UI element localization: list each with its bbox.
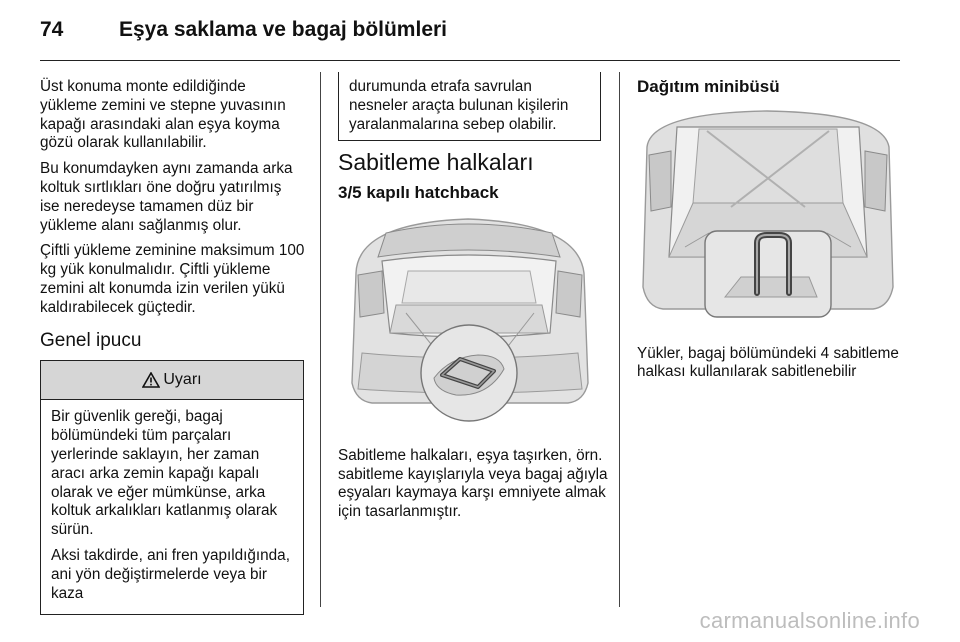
warning-box xyxy=(40,360,304,615)
warning-title: Uyarı xyxy=(163,370,202,388)
column-1 xyxy=(40,78,305,615)
subheading-hatchback: 3/5 kapılı hatchback xyxy=(338,183,499,203)
warning-triangle-icon xyxy=(142,372,160,388)
paragraph-max-load: Çiftli yükleme zeminine maksimum 100 kg yük konulmalıdır. Çiftli yükleme zemini alt konumda izin verilen yükü kaldırabilecek güçtedir. xyxy=(40,242,305,316)
paragraph-flat-load: Bu konumdayken aynı zamanda arka koltuk sırtlıkları öne doğru yatırılmış ise neredeyse tamamen düz bir yükleme alanı sağlanmış olur. xyxy=(40,160,293,234)
header-rule xyxy=(40,60,900,61)
warning-continued-text: durumunda etrafa savrulan nesneler araçta bulunan kişilerin yaralanmalarına sebep olabilir. xyxy=(349,78,569,133)
chapter-title: Eşya saklama ve bagaj bölümleri xyxy=(119,18,448,41)
warning-box-continued xyxy=(338,72,601,141)
van-lashing-caption: Yükler, bagaj bölümündeki 4 sabitleme halkası kullanılarak sabitlenebilir xyxy=(637,344,899,381)
section-heading-lashing-rings: Sabitleme halkaları xyxy=(338,149,534,176)
page-number: 74 xyxy=(40,18,64,41)
column-separator-2 xyxy=(619,72,620,607)
paragraph-storage: Üst konuma monte edildiğinde yükleme zemini ve stepne yuvasının kapağı arasındaki alan eşya koyma gözü olarak kullanılabilir. xyxy=(40,78,286,152)
watermark: carmanualsonline.info xyxy=(699,608,920,633)
subheading-delivery-van: Dağıtım minibüsü xyxy=(637,77,780,96)
warning-body xyxy=(41,400,303,614)
van-lashing-ring-illustration xyxy=(637,107,899,327)
column-3 xyxy=(637,78,902,389)
hatchback-lashing-ring-illustration xyxy=(338,213,600,429)
warning-header xyxy=(41,361,303,400)
column-2 xyxy=(338,72,608,529)
section-heading-general: Genel ipucu xyxy=(40,329,142,351)
warning-paragraph-2: Aksi takdirde, ani fren yapıldığında, ani yön değiştirmelerde veya bir kaza xyxy=(51,546,290,602)
lashing-rings-caption: Sabitleme halkaları, eşya taşırken, örn. sabitleme kayışlarıyla veya bagaj ağıyla eşyaları kaymaya karşı emniyete almak için tasarlanmıştır. xyxy=(338,446,608,521)
warning-paragraph-1: Bir güvenlik gereği, bagaj bölümündeki tüm parçaları yerlerinde saklayın, her zaman aracı arka zemin kapağı kapalı olarak ve eğer mümkünse, arka koltuk arkalıkları katlanmış olarak sürün. xyxy=(51,408,278,539)
column-separator-1 xyxy=(320,72,321,607)
